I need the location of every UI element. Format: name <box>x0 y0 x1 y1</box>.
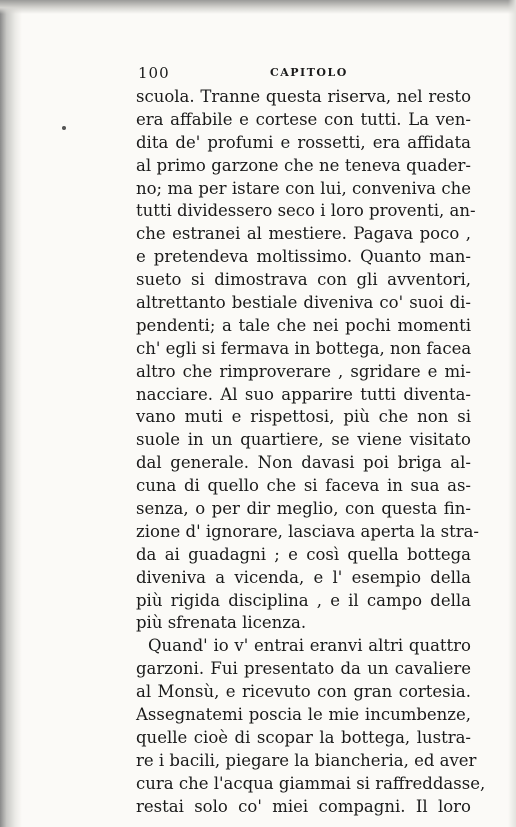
ink-spot <box>62 126 66 130</box>
text-line: vano muti e rispettosi, più che non si <box>136 407 471 427</box>
text-line: da ai guadagni ; e così quella bottega <box>136 544 471 564</box>
page-header <box>136 64 464 86</box>
text-line: suole in un quartiere, se viene visitato <box>136 430 471 450</box>
text-line: altrettanto bestiale diveniva co' suoi di- <box>136 293 471 313</box>
paragraph-first-line: Quand' io v' entrai eranvi altri quattro <box>148 636 471 656</box>
text-line: scuola. Tranne questa riserva, nel resto <box>136 87 471 106</box>
text-line: nacciare. Al suo apparire tutti diventa- <box>136 384 471 404</box>
text-line: quelle cioè di scopar la bottega, lustra- <box>136 727 471 747</box>
text-line: dal generale. Non davasi poi briga al- <box>136 453 471 473</box>
text-line: cura che l'acqua giammai si raffreddasse, <box>136 773 486 793</box>
page-binding-shadow <box>0 0 22 827</box>
text-line: tutti dividessero seco i loro proventi, an- <box>136 201 476 221</box>
text-line: cuna di quello che si faceva in sua as- <box>136 476 471 496</box>
text-line: altro che rimproverare , sgridare e mi- <box>136 361 471 381</box>
text-line: garzoni. Fui presentato da un cavaliere <box>136 659 471 679</box>
text-line: zione d' ignorare, lasciava aperta la stra- <box>136 521 480 541</box>
text-line: pendenti; a tale che nei pochi momenti <box>136 315 471 335</box>
text-line: senza, o per dir meglio, con questa fin- <box>136 499 471 519</box>
page-number: 100 <box>138 64 170 82</box>
text-line: e pretendeva moltissimo. Quanto man- <box>136 247 471 267</box>
text-line: dita de' profumi e rossetti, era affidata <box>136 132 471 152</box>
text-line: no; ma per istare con lui, conveniva che <box>136 178 471 198</box>
text-line: era affabile e cortese con tutti. La ven- <box>136 109 471 129</box>
text-line: diveniva a vicenda, e l' esempio della <box>136 567 471 587</box>
page-right-edge <box>508 0 516 827</box>
running-head: CAPITOLO <box>270 66 348 79</box>
text-line: sueto si dimostrava con gli avventori, <box>136 270 471 290</box>
text-line: Assegnatemi poscia le mie incumbenze, <box>136 705 471 725</box>
text-line: che estranei al mestiere. Pagava poco , <box>136 224 471 244</box>
text-line: più rigida disciplina , e il campo della <box>136 590 471 610</box>
text-line: ch' egli si fermava in bottega, non facea <box>136 338 472 358</box>
body-text <box>136 86 486 819</box>
text-line: al primo garzone che ne teneva quader- <box>136 155 471 175</box>
page-top-shadow <box>0 0 516 14</box>
text-line: al Monsù, e ricevuto con gran cortesia. <box>136 682 471 702</box>
paragraph-last-line: più sfrenata licenza. <box>136 613 307 633</box>
text-line: re i bacili, piegare la biancheria, ed aver <box>136 750 477 770</box>
text-line: restai solo co' miei compagni. Il loro <box>136 796 471 816</box>
